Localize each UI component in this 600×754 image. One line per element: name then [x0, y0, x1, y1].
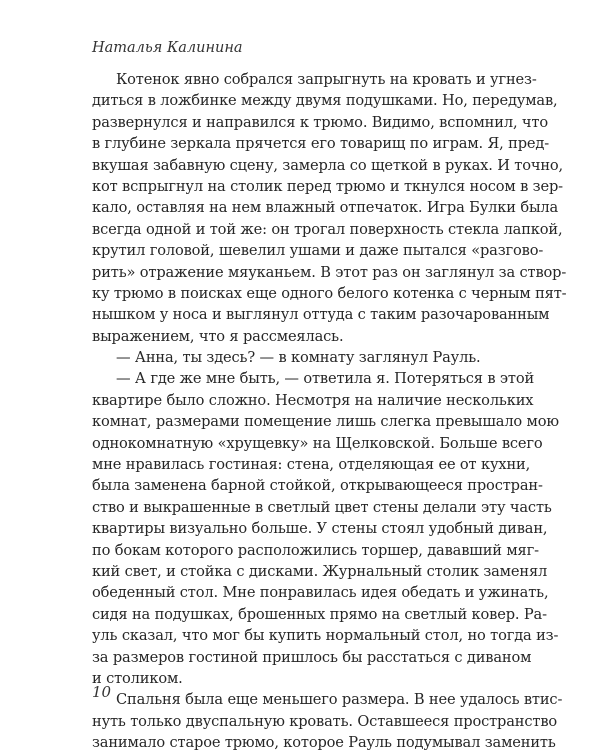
text-line: комнат, размерами помещение лишь слегка превышало мою [92, 413, 559, 431]
text-line: занимало старое трюмо, которое Рауль подумывал заменить [92, 734, 556, 752]
text-line: нуть только двуспальную кровать. Оставшееся пространство [92, 712, 558, 730]
text-line: за размеров гостиной пришлось бы расстаться с диваном [92, 648, 532, 666]
text-line: ку трюмо в поисках еще одного белого котенка с черным пят- [92, 284, 567, 302]
text-line: была заменена барной стойкой, открывающееся простран- [92, 477, 543, 495]
body-text [92, 69, 567, 754]
text-line: развернулся и направился к трюмо. Видимо, вспомнил, что [92, 113, 548, 131]
text-line: квартиры визуально больше. У стены стоял удобный диван, [92, 520, 548, 538]
text-line: всегда одной и той же: он трогал поверхность стекла лапкой, [92, 220, 563, 238]
text-line: выражением, что я рассмеялась. [92, 327, 344, 345]
text-line: по бокам которого расположились торшер, дававший мяг- [92, 541, 539, 559]
text-line: уль сказал, что мог бы купить нормальный стол, но тогда из- [92, 627, 559, 645]
text-line: в глубине зеркала прячется его товарищ по играм. Я, пред- [92, 135, 549, 153]
text-line: нышком у носа и выглянул оттуда с таким разочарованным [92, 306, 550, 324]
text-line: кий свет, и стойка с дисками. Журнальный столик заменял [92, 562, 548, 580]
text-line: Котенок явно собрался запрыгнуть на кровать и угнез- [116, 71, 537, 88]
text-line: Спальня была еще меньшего размера. В нее удалось втис- [116, 691, 563, 709]
text-line: диться в ложбинке между двумя подушками. Но, передумав, [92, 92, 558, 110]
text-line: — Анна, ты здесь? — в комнату заглянул Рауль. [116, 349, 481, 367]
text-line: рить» отражение мяуканьем. В этот раз он заглянул за створ- [92, 263, 567, 281]
text-line: и столиком. [92, 669, 183, 687]
text-line: мне нравилась гостиная: стена, отделяющая ее от кухни, [92, 456, 531, 474]
text-line: ство и выкрашенные в светлый цвет стены делали эту часть [92, 498, 552, 516]
text-line: сидя на подушках, брошенных прямо на светлый ковер. Ра- [92, 605, 547, 623]
text-line: крутил головой, шевелил ушами и даже пытался «разгово- [92, 242, 544, 260]
running-head-author: Наталья Калинина [92, 40, 243, 56]
text-line: вкушая забавную сцену, замерла со щеткой в руках. И точно, [92, 156, 564, 174]
text-line: обеденный стол. Мне понравилась идея обедать и ужинать, [92, 584, 549, 602]
text-line: кот вспрыгнул на столик перед трюмо и ткнулся носом в зер- [92, 177, 563, 195]
text-line: — А где же мне быть, — ответила я. Потеряться в этой [116, 370, 535, 388]
page-number: 10 [92, 683, 112, 701]
text-line: кало, оставляя на нем влажный отпечаток. Игра Булки была [92, 199, 559, 217]
text-line: квартире было сложно. Несмотря на наличие нескольких [92, 391, 534, 409]
text-line: однокомнатную «хрущевку» на Щелковской. Больше всего [92, 434, 543, 452]
